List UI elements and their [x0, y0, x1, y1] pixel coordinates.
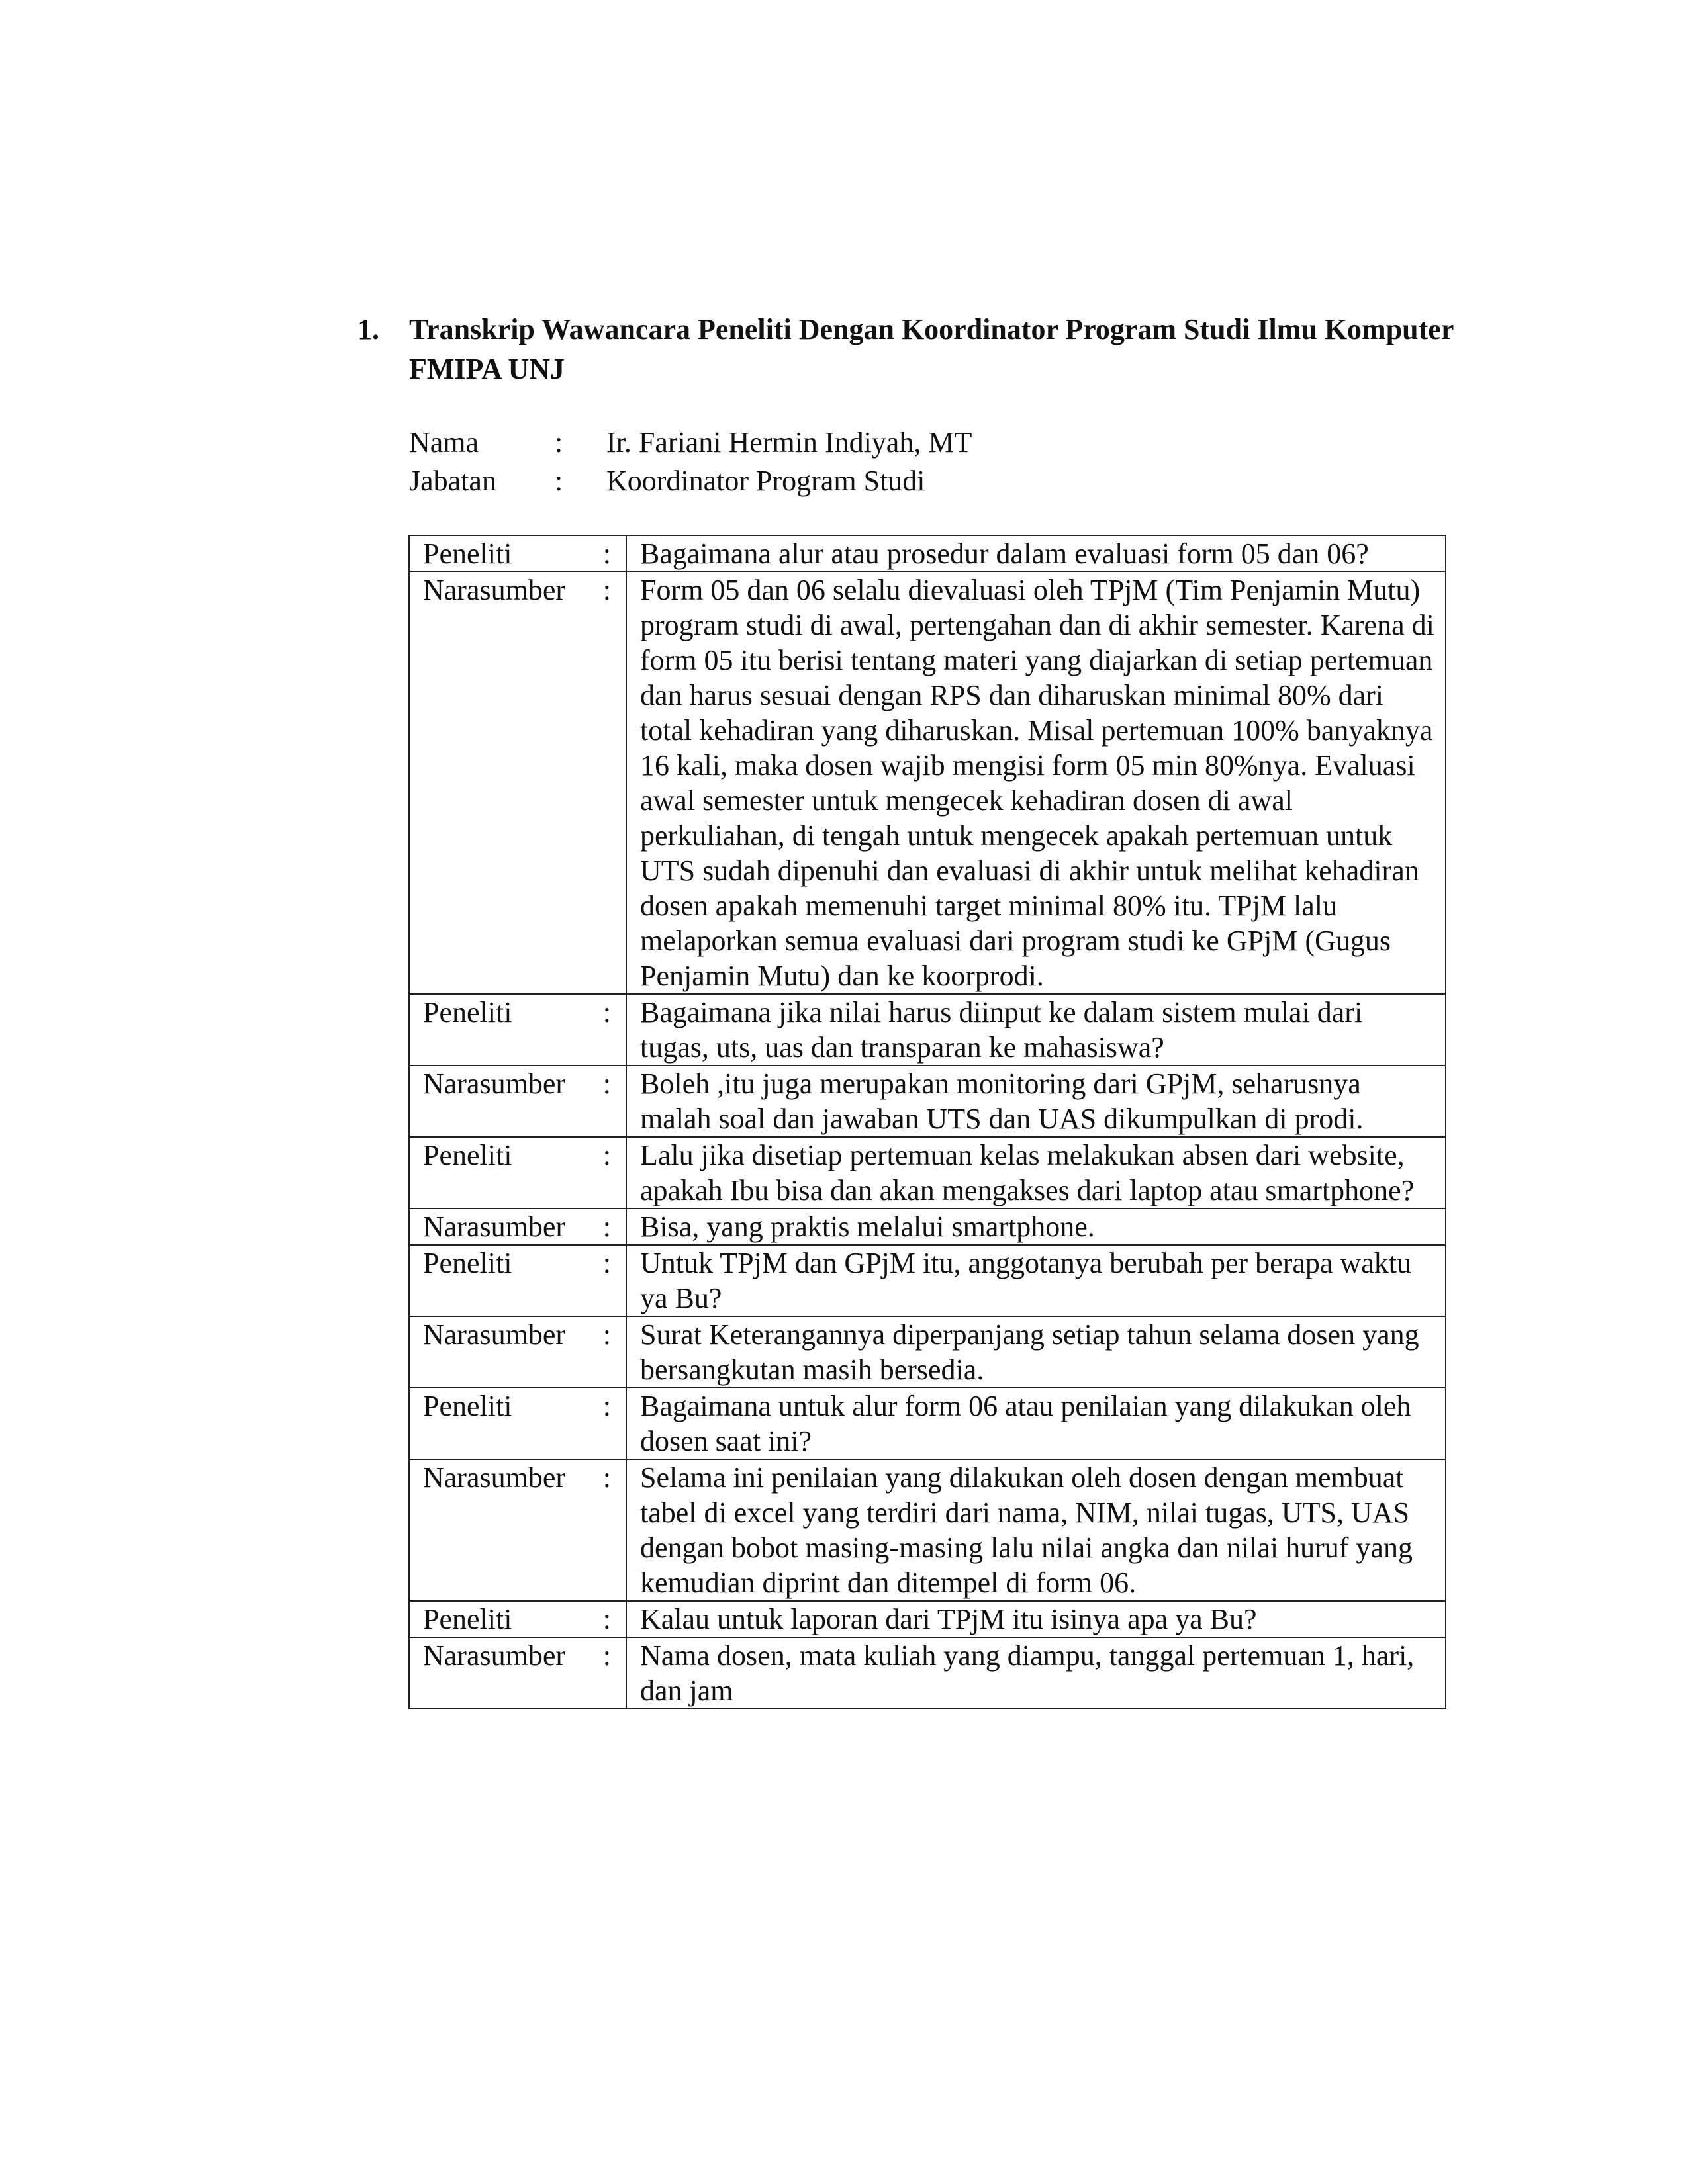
utterance-cell: Surat Keterangannya diperpanjang setiap tahun selama dosen yang bersangkutan masih bersedia. [626, 1316, 1446, 1388]
speaker-colon: : [602, 1139, 611, 1171]
speaker-label: Narasumber [423, 1639, 566, 1672]
transcript-row [409, 1137, 1446, 1208]
speaker-colon: : [602, 574, 611, 606]
heading-title: Transkrip Wawancara Peneliti Dengan Koordinator Program Studi Ilmu Komputer FMIPA UNJ [409, 313, 1454, 385]
speaker-label: Peneliti [423, 1603, 512, 1635]
transcript-row [409, 1601, 1446, 1637]
speaker-label: Narasumber [423, 1461, 566, 1494]
speaker-colon: : [602, 996, 611, 1028]
utterance-cell: Nama dosen, mata kuliah yang diampu, tanggal pertemuan 1, hari, dan jam [626, 1637, 1446, 1709]
meta-value: Ir. Fariani Hermin Indiyah, MT [606, 426, 972, 459]
speaker-colon: : [602, 1068, 611, 1100]
utterance-cell: Untuk TPjM dan GPjM itu, anggotanya berubah per berapa waktu ya Bu? [626, 1245, 1446, 1316]
meta-value: Koordinator Program Studi [606, 465, 925, 497]
utterance-cell: Kalau untuk laporan dari TPjM itu isinya apa ya Bu? [626, 1601, 1446, 1637]
speaker-cell [409, 535, 626, 572]
speaker-label: Narasumber [423, 1210, 566, 1243]
speaker-cell [409, 572, 626, 994]
speaker-colon: : [602, 1603, 611, 1635]
speaker-label: Peneliti [423, 1247, 512, 1279]
speaker-cell [409, 1601, 626, 1637]
speaker-label: Narasumber [423, 1318, 566, 1351]
speaker-label: Peneliti [423, 1139, 512, 1171]
transcript-row [409, 1388, 1446, 1459]
utterance-cell: Selama ini penilaian yang dilakukan oleh dosen dengan membuat tabel di excel yang terdiri dari nama, NIM, nilai tugas, UTS, UAS dengan bobot masing-masing lalu nilai angka dan nilai huruf yang kemudian diprint dan ditempel di form 06. [626, 1459, 1446, 1601]
speaker-colon: : [602, 1210, 611, 1243]
transcript-row [409, 994, 1446, 1066]
speaker-colon: : [602, 1639, 611, 1672]
speaker-cell [409, 1388, 626, 1459]
speaker-cell [409, 1066, 626, 1137]
speaker-cell [409, 1245, 626, 1316]
transcript-row [409, 1066, 1446, 1137]
speaker-cell [409, 1459, 626, 1601]
utterance-cell: Bagaimana jika nilai harus diinput ke dalam sistem mulai dari tugas, uts, uas dan transparan ke mahasiswa? [626, 994, 1446, 1066]
section-heading [357, 310, 1483, 389]
speaker-colon: : [602, 1318, 611, 1351]
speaker-label: Peneliti [423, 537, 512, 570]
meta-colon: : [555, 465, 563, 497]
speaker-cell [409, 994, 626, 1066]
speaker-label: Narasumber [423, 1068, 566, 1100]
transcript-row [409, 535, 1446, 572]
transcript-row [409, 1637, 1446, 1709]
utterance-cell: Bagaimana alur atau prosedur dalam evaluasi form 05 dan 06? [626, 535, 1446, 572]
utterance-cell: Form 05 dan 06 selalu dievaluasi oleh TPjM (Tim Penjamin Mutu) program studi di awal, pertengahan dan di akhir semester. Karena di form 05 itu berisi tentang materi yang diajarkan di setiap pertemuan dan harus sesuai dengan RPS dan diharuskan minimal 80% dari total kehadiran yang diharuskan. Misal pertemuan 100% banyaknya 16 kali, maka dosen wajib mengisi form 05 min 80%nya. Evaluasi awal semester untuk mengecek kehadiran dosen di awal perkuliahan, di tengah untuk mengecek apakah pertemuan untuk UTS sudah dipenuhi dan evaluasi di akhir untuk melihat kehadiran dosen apakah memenuhi target minimal 80% itu. TPjM lalu melaporkan semua evaluasi dari program studi ke GPjM (Gugus Penjamin Mutu) dan ke koorprodi. [626, 572, 1446, 994]
utterance-cell: Bisa, yang praktis melalui smartphone. [626, 1208, 1446, 1245]
transcript-row [409, 572, 1446, 994]
transcript-row [409, 1245, 1446, 1316]
transcript-row [409, 1316, 1446, 1388]
speaker-label: Peneliti [423, 1390, 512, 1422]
speaker-colon: : [602, 1461, 611, 1494]
meta-label: Nama [409, 426, 479, 459]
utterance-cell: Boleh ,itu juga merupakan monitoring dari GPjM, seharusnya malah soal dan jawaban UTS dan UAS dikumpulkan di prodi. [626, 1066, 1446, 1137]
transcript-row [409, 1459, 1446, 1601]
speaker-colon: : [602, 1247, 611, 1279]
transcript-table [408, 535, 1446, 1709]
speaker-colon: : [602, 1390, 611, 1422]
meta-label: Jabatan [409, 465, 496, 497]
meta-colon: : [555, 426, 563, 459]
utterance-cell: Bagaimana untuk alur form 06 atau penilaian yang dilakukan oleh dosen saat ini? [626, 1388, 1446, 1459]
speaker-cell [409, 1316, 626, 1388]
speaker-label: Narasumber [423, 574, 566, 606]
transcript-body [409, 535, 1446, 1709]
speaker-cell [409, 1637, 626, 1709]
speaker-colon: : [602, 537, 611, 570]
utterance-cell: Lalu jika disetiap pertemuan kelas melakukan absen dari website, apakah Ibu bisa dan akan mengakses dari laptop atau smartphone? [626, 1137, 1446, 1208]
speaker-cell [409, 1208, 626, 1245]
speaker-label: Peneliti [423, 996, 512, 1028]
transcript-row [409, 1208, 1446, 1245]
speaker-cell [409, 1137, 626, 1208]
heading-number: 1. [357, 313, 379, 345]
